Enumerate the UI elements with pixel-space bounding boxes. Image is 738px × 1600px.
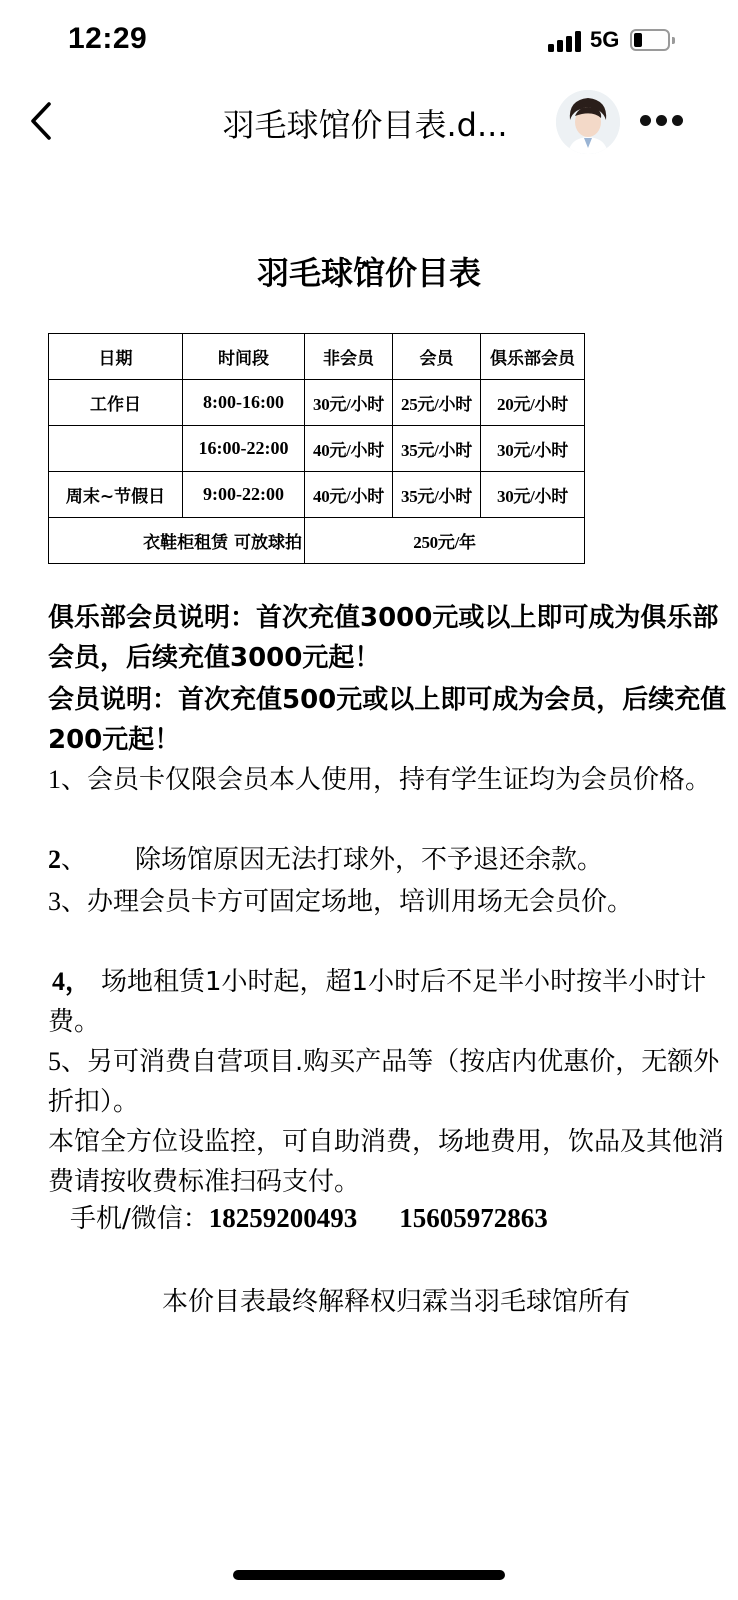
table-row bbox=[49, 380, 585, 426]
phone-number[interactable]: 18259200493 bbox=[208, 1203, 358, 1233]
signal-icon bbox=[548, 30, 582, 52]
table-cell: 40元/小时 bbox=[305, 426, 393, 472]
table-cell: 35元/小时 bbox=[393, 426, 481, 472]
footer-note: 本价目表最终解释权归霖当羽毛球馆所有 bbox=[162, 1287, 631, 1317]
rule-separator: ， bbox=[65, 967, 92, 997]
rule-text: 会员卡仅限会员本人使用，持有学生证均为会员价格。 bbox=[87, 765, 712, 795]
network-type: 5G bbox=[590, 27, 620, 52]
nav-bar bbox=[0, 82, 738, 162]
rule-item bbox=[48, 882, 728, 922]
status-bar bbox=[0, 0, 738, 80]
rule-text: 办理会员卡方可固定场地，培训用场无会员价。 bbox=[87, 887, 634, 917]
rule-number: 4 bbox=[52, 967, 65, 996]
rule-separator: 、 bbox=[61, 765, 88, 795]
chevron-left-icon bbox=[22, 96, 62, 146]
table-cell bbox=[49, 426, 183, 472]
locker-label: 衣鞋柜租赁 可放球拍 bbox=[49, 518, 305, 564]
status-time: 12:29 bbox=[68, 22, 148, 55]
avatar[interactable] bbox=[556, 90, 620, 154]
table-cell: 25元/小时 bbox=[393, 380, 481, 426]
nav-title: 羽毛球馆价目表.d... bbox=[222, 106, 508, 144]
rule-text: 除场馆原因无法打球外，不予退还余款。 bbox=[135, 845, 604, 875]
price-table bbox=[48, 333, 585, 564]
club-member-note: 俱乐部会员说明：首次充值3000元或以上即可成为俱乐部会员，后续充值3000元起！ bbox=[48, 603, 719, 673]
table-cell: 30元/小时 bbox=[305, 380, 393, 426]
rule-number: 3 bbox=[48, 887, 61, 916]
table-cell: 30元/小时 bbox=[481, 472, 585, 518]
table-cell: 30元/小时 bbox=[481, 426, 585, 472]
rule-item bbox=[48, 962, 728, 1042]
rule-item bbox=[48, 1042, 728, 1122]
more-button[interactable] bbox=[638, 112, 684, 132]
rule-text: 另可消费自营项目.购买产品等（按店内优惠价，无额外折扣）。 bbox=[48, 1047, 720, 1117]
rule-number: 2 bbox=[48, 845, 61, 874]
table-cell: 8:00-16:00 bbox=[183, 380, 305, 426]
member-note: 会员说明：首次充值500元或以上即可成为会员，后续充值200元起！ bbox=[48, 685, 727, 755]
rule-text: 场地租赁1小时起，超1小时后不足半小时按半小时计费。 bbox=[48, 967, 707, 1037]
rule-item bbox=[48, 760, 728, 800]
monitor-note: 本馆全方位设监控，可自助消费，场地费用，饮品及其他消费请按收费标准扫码支付。 bbox=[48, 1127, 725, 1197]
table-cell: 20元/小时 bbox=[481, 380, 585, 426]
document-title: 羽毛球馆价目表 bbox=[256, 254, 481, 292]
rule-item bbox=[48, 840, 728, 880]
table-row bbox=[49, 518, 585, 564]
contact-label: 手机/微信： bbox=[70, 1204, 209, 1234]
table-header-cell: 日期 bbox=[49, 334, 183, 380]
back-button[interactable] bbox=[22, 96, 62, 146]
rule-number: 5 bbox=[48, 1047, 61, 1076]
avatar-image bbox=[556, 90, 620, 154]
home-indicator[interactable] bbox=[233, 1570, 505, 1580]
contact-line bbox=[70, 1198, 548, 1239]
table-row bbox=[49, 472, 585, 518]
locker-price: 250元/年 bbox=[305, 518, 585, 564]
rule-separator: 、 bbox=[61, 887, 88, 917]
table-header-cell: 会员 bbox=[393, 334, 481, 380]
table-header-cell: 非会员 bbox=[305, 334, 393, 380]
table-cell: 工作日 bbox=[49, 380, 183, 426]
battery-icon bbox=[630, 29, 670, 51]
table-cell: 35元/小时 bbox=[393, 472, 481, 518]
table-cell: 9:00-22:00 bbox=[183, 472, 305, 518]
table-row bbox=[49, 426, 585, 472]
table-header-cell: 俱乐部会员 bbox=[481, 334, 585, 380]
table-header-row bbox=[49, 334, 585, 380]
table-cell: 40元/小时 bbox=[305, 472, 393, 518]
table-header-cell: 时间段 bbox=[183, 334, 305, 380]
phone-number[interactable]: 15605972863 bbox=[399, 1203, 548, 1233]
rule-separator: 、 bbox=[61, 1047, 88, 1077]
battery-fill bbox=[634, 33, 642, 47]
rule-separator: 、 bbox=[61, 845, 88, 875]
rule-number: 1 bbox=[48, 765, 61, 794]
table-cell: 16:00-22:00 bbox=[183, 426, 305, 472]
table-cell: 周末~节假日 bbox=[49, 472, 183, 518]
